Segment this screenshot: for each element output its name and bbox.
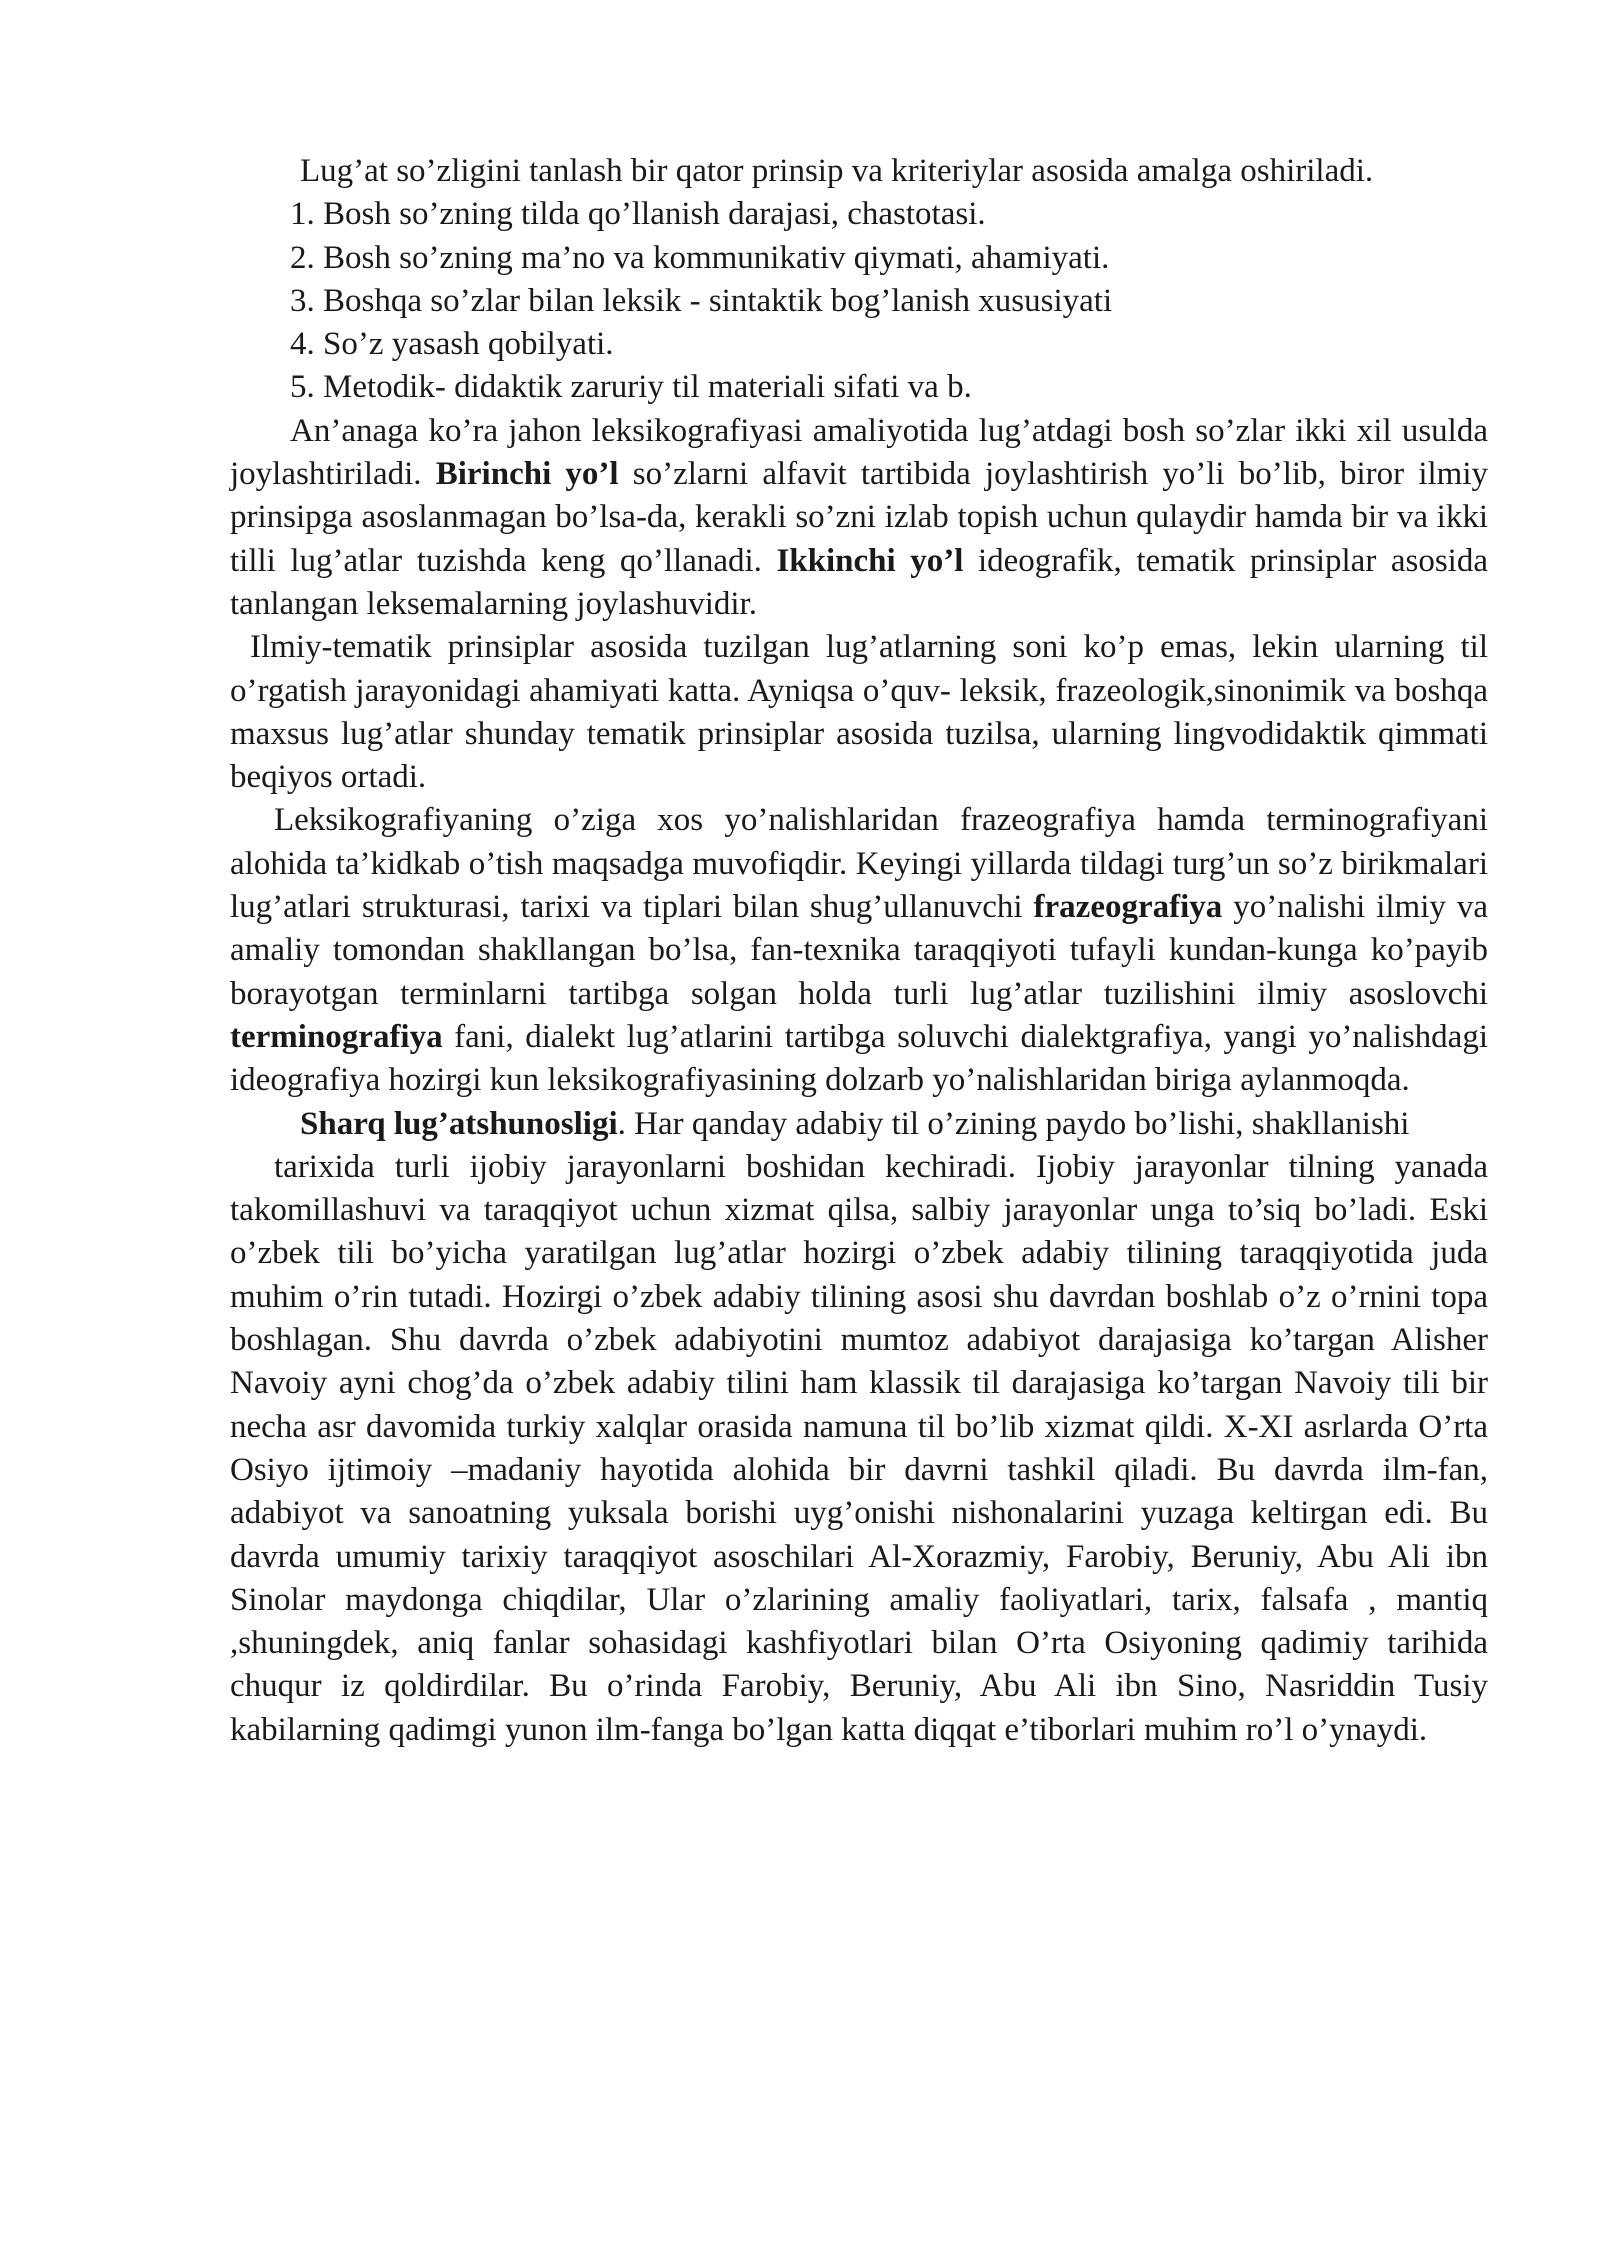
branches-bold-phraseography: frazeografiya [1033,889,1223,926]
intro-paragraph [230,150,1488,193]
orient-body-paragraph [230,1146,1488,1752]
orient-body-text: tarixida turli ijobiy jarayonlarni boshidan kechiradi. Ijobiy jarayonlar tilning yanada takomillashuvi va taraqqiyot uchun xizmat qilsa, salbiy jarayonlar unga to’siq bo’ladi. Eski o’zbek tili bo’yicha yaratilgan lug’atlar hozirgi o’zbek adabiy tilining taraqqiyotida juda muhim o’rin tutadi. Hozirgi o’zbek adabiy tilining asosi shu davrdan boshlab o’z o’rnini topa boshlagan. Shu davrda o’zbek adabiyotini mumtoz adabiyot darajasiga ko’targan Alisher Navoiy ayni chog’da o’zbek adabiy tilini ham klassik til darajasiga ko’targan Navoiy tili bir necha asr davomida turkiy xalqlar orasida namuna til bo’lib xizmat qildi. X-XI asrlarda O’rta Osiyo ijtimoiy –madaniy hayotida alohida bir davrni tashkil qiladi. Bu davrda ilm-fan, adabiyot va sanoatning yuksala borishi uyg’onishi nishonalarini yuzaga keltirgan edi. Bu davrda umumiy tarixiy taraqqiyot asoschilari Al-Xorazmiy, Farobiy, Beruniy, Abu Ali ibn Sinolar maydonga chiqdilar, Ular o’zlarining amaliy faoliyatlari, tarix, falsafa , mantiq ,shuningdek, aniq fanlar sohasidagi kashfiyotlari bilan O’rta Osiyoning qadimiy tarihida chuqur iz qoldirdilar. Bu o’rinda Farobiy, Beruniy, Abu Ali ibn Sino, Nasriddin Tusiy kabilarning qadimgi yunon ilm-fanga bo’lgan katta diqqat e’tiborlari muhim ro’l o’ynaydi. [230,1148,1488,1748]
branches-text-1: Leksikografiyaning o’ziga xos yo’nalishlaridan frazeografiya hamda terminografiyani alohida ta’kidkab o’tish maqsadga muvofiqdir. Keyingi yillarda tildagi turg’un so’z birikmalari lug’atlari strukturasi, tarixi va tiplari bilan shug’ullanuvchi [230,802,1488,926]
thematic-text: Ilmiy-tematik prinsiplar asosida tuzilgan lug’atlarning soni ko’p emas, lekin ularning til o’rgatish jarayonidagi ahamiyati katta. Ayniqsa o’quv- leksik, frazeologik,sinonimik va boshqa maxsus lug’atlar shunday tematik prinsiplar asosida tuzilsa, ularning lingvodidaktik qimmati beqiyos ortadi. [230,629,1488,796]
branches-text-3: fani, dialekt lug’atlarini tartibga soluvchi dialektgrafiya, yangi yo’nalishdagi ideografiya hozirgi kun leksikografiyasining dolzarb yo’nalishlaridan biriga aylanmoqda. [230,1018,1488,1099]
criteria-item-5: 5. Metodik- didaktik zaruriy til materiali sifati va b. [290,369,972,406]
criteria-item-4: 4. So’z yasash qobilyati. [290,326,614,363]
tradition-paragraph [230,410,1488,626]
criteria-item-1: 1. Bosh so’zning tilda qo’llanish darajasi, chastotasi. [290,196,986,233]
tradition-text-1: An’anaga ko’ra jahon leksikografiyasi amaliyotida lug’atdagi bosh so’zlar ikki xil usulda joylashtiriladi. [230,412,1488,493]
document-page [230,150,1488,1752]
criteria-item-3: 3. Boshqa so’zlar bilan leksik - sintaktik bog’lanish xususiyati [290,282,1113,319]
criteria-list [230,193,1488,409]
tradition-text-2: so’zlarni alfavit tartibida joylashtirish yo’li bo’lib, biror ilmiy prinsipga asoslanmagan bo’lsa-da, kerakli so’zni izlab topish uchun qulaydir hamda bir va ikki tilli lug’atlar tuzishda keng qo’llanadi. [230,456,1488,579]
branches-paragraph [230,799,1488,1102]
intro-text: Lug’at so’zligini tanlash bir qator prinsip va kriteriylar asosida amalga oshiriladi. [300,153,1374,189]
thematic-paragraph [230,626,1488,799]
orient-heading-text: . Har qanday adabiy til o’zining paydo bo’lishi, shakllanishi [617,1105,1410,1142]
tradition-bold-first-way: Birinchi yo’l [435,456,619,493]
tradition-bold-second-way: Ikkinchi yo’l [776,542,964,579]
criteria-item-2: 2. Bosh so’zning ma’no va kommunikativ qiymati, ahamiyati. [290,239,1110,276]
tradition-text-3: ideografik, tematik prinsiplar asosida tanlangan leksemalarning joylashuvidir. [230,542,1488,622]
branches-bold-terminography: terminografiya [230,1018,443,1055]
branches-text-2: yo’nalishi ilmiy va amaliy tomondan shakllangan bo’lsa, fan-texnika taraqqiyoti tufayli kundan-kunga ko’payib borayotgan terminlarni tartibga solgan holda turli lug’atlar tuzilishini ilmiy asoslovchi [230,889,1488,1012]
orient-heading-paragraph [230,1103,1488,1146]
orient-heading-bold: Sharq lug’atshunosligi [300,1105,618,1142]
